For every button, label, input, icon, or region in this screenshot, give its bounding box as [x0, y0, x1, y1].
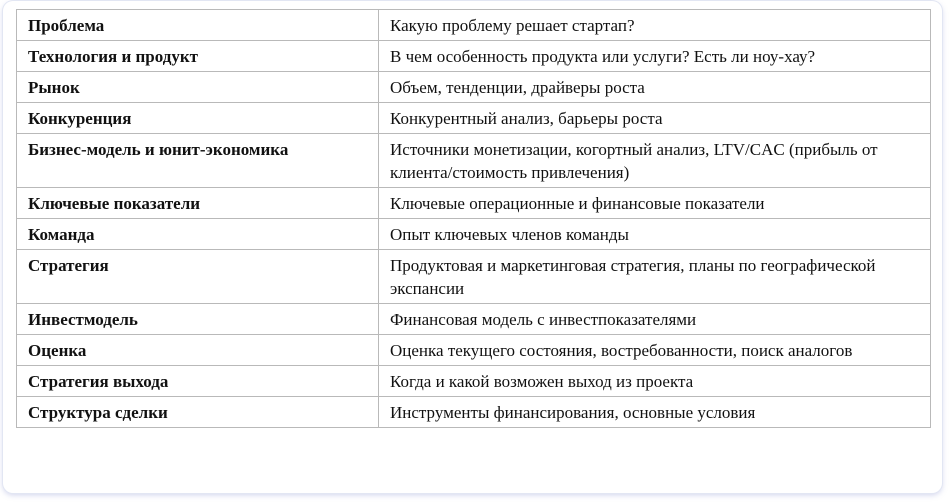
row-description: Продуктовая и маркетинговая стратегия, планы по географической экспансии: [379, 250, 931, 304]
table-row: [17, 397, 931, 428]
row-label: Ключевые показатели: [17, 188, 379, 219]
table-row: [17, 103, 931, 134]
row-description: Инструменты финансирования, основные условия: [379, 397, 931, 428]
row-description: Какую проблему решает стартап?: [379, 10, 931, 41]
row-label: Стратегия: [17, 250, 379, 304]
row-description: В чем особенность продукта или услуги? Есть ли ноу-хау?: [379, 41, 931, 72]
table-row: [17, 304, 931, 335]
table-row: [17, 72, 931, 103]
row-description: Когда и какой возможен выход из проекта: [379, 366, 931, 397]
row-description: Конкурентный анализ, барьеры роста: [379, 103, 931, 134]
row-description: Финансовая модель с инвестпоказателями: [379, 304, 931, 335]
table-row: [17, 41, 931, 72]
row-description: Источники монетизации, когортный анализ, LTV/CAC (прибыль от клиента/стоимость привлечения): [379, 134, 931, 188]
row-label: Оценка: [17, 335, 379, 366]
row-description: Ключевые операционные и финансовые показатели: [379, 188, 931, 219]
table-row: [17, 134, 931, 188]
row-description: Оценка текущего состояния, востребованности, поиск аналогов: [379, 335, 931, 366]
row-label: Конкуренция: [17, 103, 379, 134]
row-description: Опыт ключевых членов команды: [379, 219, 931, 250]
row-label: Рынок: [17, 72, 379, 103]
row-description: Объем, тенденции, драйверы роста: [379, 72, 931, 103]
table-row: [17, 10, 931, 41]
row-label: Команда: [17, 219, 379, 250]
row-label: Проблема: [17, 10, 379, 41]
table-row: [17, 366, 931, 397]
row-label: Стратегия выхода: [17, 366, 379, 397]
row-label: Структура сделки: [17, 397, 379, 428]
table-row: [17, 335, 931, 366]
table-row: [17, 188, 931, 219]
row-label: Инвестмодель: [17, 304, 379, 335]
table-row: [17, 219, 931, 250]
startup-evaluation-table: [16, 9, 931, 428]
row-label: Технология и продукт: [17, 41, 379, 72]
table-card: [3, 1, 942, 493]
row-label: Бизнес-модель и юнит-экономика: [17, 134, 379, 188]
table-row: [17, 250, 931, 304]
